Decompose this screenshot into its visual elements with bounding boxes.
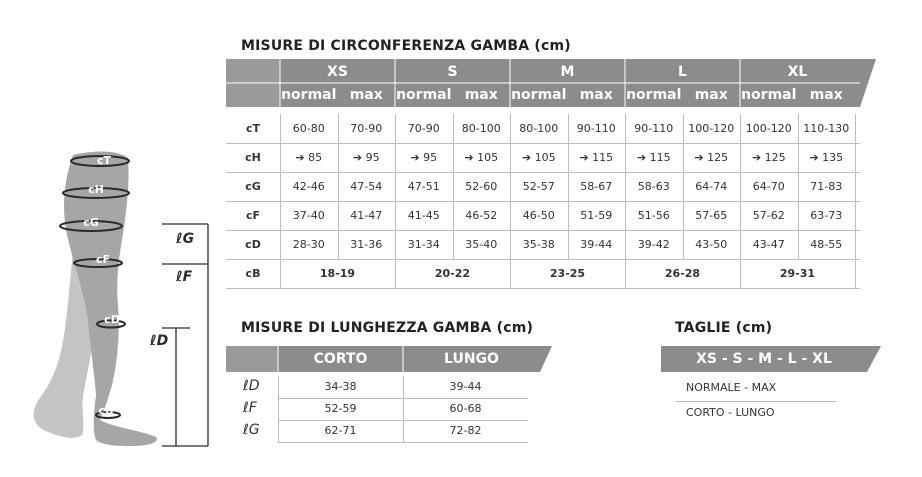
table-cell: 64-74	[695, 180, 728, 193]
taglie-line-normale: NORMALE - MAX	[686, 381, 777, 394]
length-header-corto: CORTO	[313, 351, 368, 367]
length-cell: 60-68	[449, 402, 482, 415]
size-header: XS	[327, 64, 348, 80]
table-cell: ➔ 125	[694, 151, 729, 164]
table-cell: 58-63	[637, 180, 670, 193]
table-cell: 80-100	[461, 122, 501, 135]
table-cell: 90-110	[576, 122, 616, 135]
size-header: S	[447, 64, 458, 80]
table-cell: ➔ 115	[579, 151, 614, 164]
table-cell: ➔ 105	[521, 151, 556, 164]
table-cell-cb: 26-28	[664, 267, 701, 280]
table-cell: 51-59	[580, 209, 613, 222]
leg-label-cb: cB	[98, 404, 114, 417]
table-cell: 46-52	[465, 209, 498, 222]
table-cell: 28-30	[292, 238, 325, 251]
subheader: normal	[626, 87, 682, 103]
length-cell: 72-82	[449, 424, 482, 437]
row-label: cT	[245, 122, 261, 135]
table-cell: 52-57	[522, 180, 555, 193]
table-cell: 64-70	[752, 180, 785, 193]
table-cell: ➔ 115	[636, 151, 671, 164]
size-header: XL	[787, 64, 808, 80]
length-label-lf: ℓF	[176, 269, 193, 285]
subheader: normal	[511, 87, 567, 103]
table-cell: 80-100	[519, 122, 559, 135]
table-cell: ➔ 85	[295, 151, 323, 164]
table-cell-cb: 29-31	[779, 267, 816, 280]
taglie-divider	[676, 401, 836, 402]
table-cell: 57-62	[752, 209, 785, 222]
table-cell: 71-83	[810, 180, 843, 193]
table-cell: 35-40	[465, 238, 498, 251]
leg-label-ct: cT	[96, 154, 112, 167]
table-cell: 70-90	[350, 122, 383, 135]
table-cell-cb: 20-22	[434, 267, 471, 280]
row-label: cB	[245, 267, 261, 280]
column-divider	[453, 114, 454, 259]
column-divider	[510, 114, 511, 288]
column-divider	[683, 114, 684, 259]
table-cell: 35-38	[522, 238, 555, 251]
row-label: cH	[245, 151, 261, 164]
table-cell-cb: 23-25	[549, 267, 586, 280]
row-label: cF	[245, 209, 261, 222]
row-label: cG	[245, 180, 261, 193]
column-divider	[280, 114, 281, 288]
table-cell: 41-47	[350, 209, 383, 222]
length-row-divider	[278, 442, 528, 443]
table-cell: 39-42	[637, 238, 670, 251]
table-cell: ➔ 105	[464, 151, 499, 164]
table-cell: 46-50	[522, 209, 555, 222]
table-cell: 47-54	[350, 180, 383, 193]
length-title: MISURE DI LUNGHEZZA GAMBA (cm)	[241, 320, 534, 336]
subheader: max	[694, 87, 728, 103]
subheader: max	[579, 87, 613, 103]
table-cell: 60-80	[292, 122, 325, 135]
table-cell: 100-120	[688, 122, 735, 135]
length-column-divider	[278, 376, 279, 442]
leg-illustration	[0, 140, 225, 460]
table-cell: 52-60	[465, 180, 498, 193]
subheader: max	[349, 87, 383, 103]
table-cell: 31-36	[350, 238, 383, 251]
table-cell: 41-45	[407, 209, 440, 222]
table-cell: 90-110	[634, 122, 674, 135]
table-cell: 63-73	[810, 209, 843, 222]
table-cell: 43-50	[695, 238, 728, 251]
table-cell: 47-51	[407, 180, 440, 193]
length-label-lg: ℓG	[176, 231, 195, 247]
subheader: normal	[396, 87, 452, 103]
table-cell: 31-34	[407, 238, 440, 251]
column-divider	[740, 114, 741, 288]
subheader: normal	[281, 87, 337, 103]
column-divider	[855, 114, 856, 288]
table-cell: 42-46	[292, 180, 325, 193]
column-divider	[798, 114, 799, 259]
table-cell: 39-44	[580, 238, 613, 251]
subheader: max	[809, 87, 843, 103]
table-cell: 100-120	[745, 122, 792, 135]
column-divider	[395, 114, 396, 288]
length-row-label: ℓD	[243, 378, 260, 394]
size-header: M	[560, 64, 575, 80]
leg-label-cf: cF	[95, 253, 111, 266]
row-label: cD	[245, 238, 261, 251]
column-divider	[338, 114, 339, 259]
table-cell: ➔ 125	[751, 151, 786, 164]
table-cell: 57-65	[695, 209, 728, 222]
table-cell: 110-130	[803, 122, 850, 135]
table-cell: 48-55	[810, 238, 843, 251]
subheader: normal	[741, 87, 797, 103]
length-row-label: ℓG	[243, 422, 260, 438]
length-cell: 62-71	[324, 424, 357, 437]
length-label-ld: ℓD	[150, 333, 169, 349]
table-cell: ➔ 95	[352, 151, 380, 164]
subheader: max	[464, 87, 498, 103]
leg-label-cd: cD	[104, 313, 120, 326]
length-cell: 52-59	[324, 402, 357, 415]
length-row-label: ℓF	[243, 400, 257, 416]
table-cell-cb: 18-19	[319, 267, 356, 280]
table-cell: ➔ 135	[809, 151, 844, 164]
length-column-divider	[403, 376, 404, 442]
length-header-lungo: LUNGO	[444, 351, 499, 367]
table-cell: ➔ 95	[410, 151, 438, 164]
taglie-title: TAGLIE (cm)	[675, 320, 773, 336]
table-cell: 70-90	[407, 122, 440, 135]
table-cell: 37-40	[292, 209, 325, 222]
row-divider	[226, 288, 860, 289]
table-cell: 58-67	[580, 180, 613, 193]
table-cell: 43-47	[752, 238, 785, 251]
size-header: L	[678, 64, 687, 80]
length-cell: 34-38	[324, 380, 357, 393]
taglie-sizes: XS - S - M - L - XL	[696, 351, 832, 367]
leg-label-ch: cH	[88, 183, 104, 196]
column-divider	[625, 114, 626, 288]
table-cell: 51-56	[637, 209, 670, 222]
taglie-line-corto: CORTO - LUNGO	[686, 406, 775, 419]
circumference-title: MISURE DI CIRCONFERENZA GAMBA (cm)	[241, 38, 571, 54]
column-divider	[568, 114, 569, 259]
length-cell: 39-44	[449, 380, 482, 393]
leg-label-cg: cG	[83, 216, 99, 229]
